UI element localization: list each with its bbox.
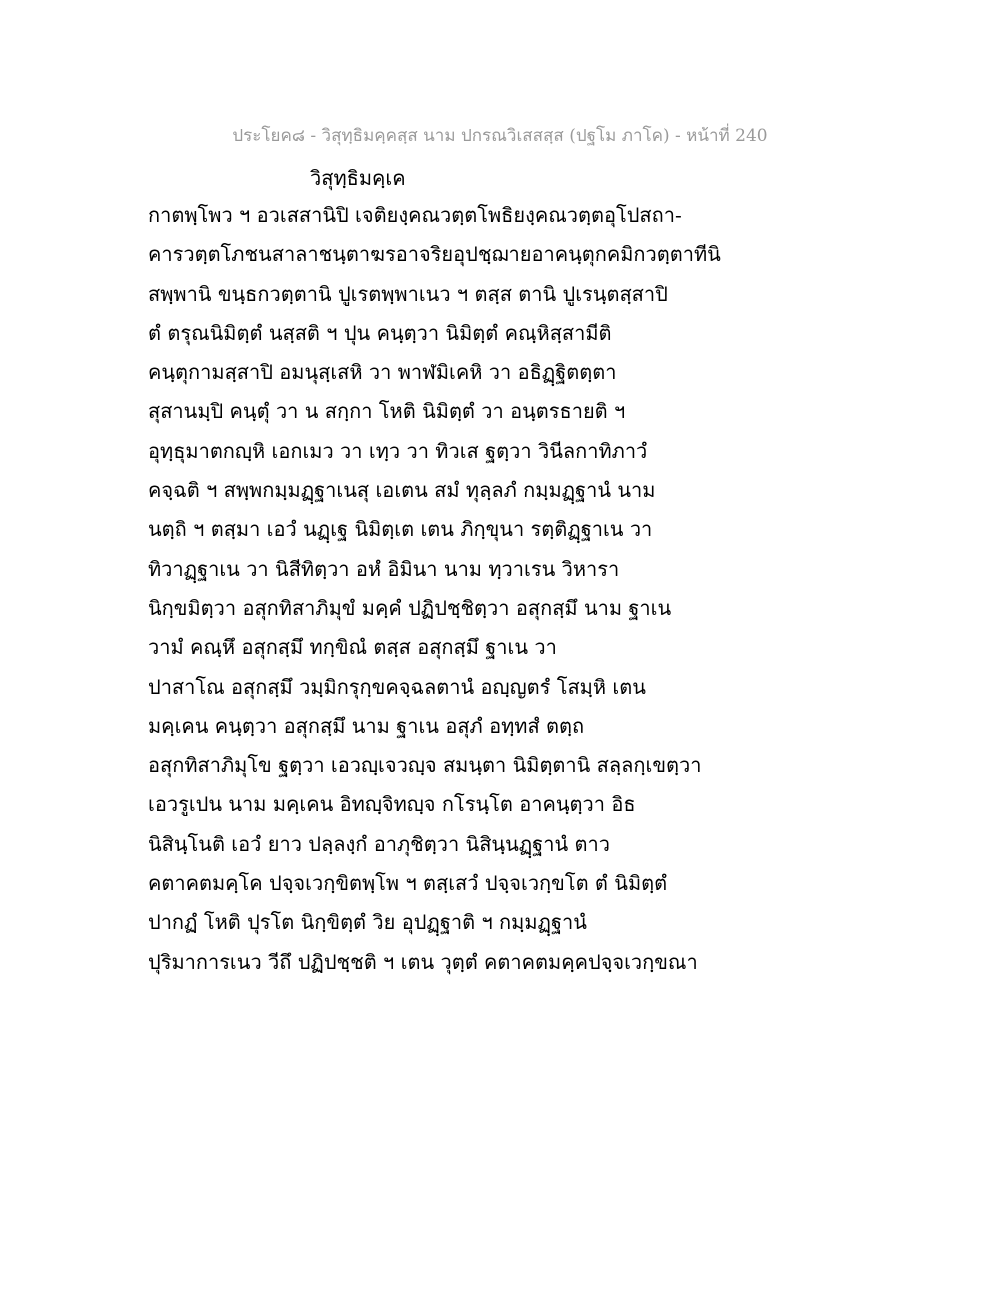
text-line: นิกฺขมิตฺวา อสุกทิสาภิมุขํ มคฺคํ ปฏิปชฺชิตฺวา อสุกสฺมึ นาม ฐาเน [148,595,672,620]
text-line: ปากฏํ โหติ ปุรโต นิกฺขิตฺตํ วิย อุปฏฺฐาติ ฯ กมฺมฏฺฐานํ [148,910,587,935]
text-line: ทิวาฏฺฐาเน วา นิสีทิตฺวา อหํ อิมินา นาม ทฺวาเรน วิหารา [148,556,620,581]
text-line: เอวรูเปน นาม มคฺเคน อิทญฺจิทญฺจ กโรนฺโต อาคนฺตฺวา อิธ [148,792,636,817]
running-header: ประโยค๘ - วิสุทฺธิมคฺคสฺส นาม ปกรณวิเสสสฺส (ปฐโม ภาโค) - หน้าที่ 240 [232,126,768,146]
text-line: มคฺเคน คนฺตฺวา อสุกสฺมึ นาม ฐาเน อสุภํ อทฺทสํ ตตฺถ [148,713,585,738]
text-line: สพฺพานิ ขนฺธกวตฺตานิ ปูเรตพฺพาเนว ฯ ตสฺส ตานิ ปูเรนฺตสฺสาปิ [148,281,668,306]
text-line: อุทฺธุมาตกญฺหิ เอกเมว วา เทฺว วา ทิวเส ฐตฺวา วินีลกาทิภาวํ [148,438,648,463]
section-title: วิสุทฺธิมคฺเค [310,166,406,190]
text-line: ปุริมาการเนว วีถึ ปฏิปชฺชติ ฯ เตน วุตฺตํ คตาคตมคฺคปจฺจเวกฺขณา [148,949,698,974]
text-line: สุสานมฺปิ คนฺตุํ วา น สกฺกา โหติ นิมิตฺตํ วา อนฺตรธายติ ฯ [148,399,626,424]
body-text [148,196,848,982]
text-line: คนฺตุกามสฺสาปิ อมนุสฺเสหิ วา พาฬมิเคหิ วา อธิฏฺฐิตตฺตา [148,360,617,385]
text-line: วามํ คณฺหึ อสุกสฺมึ ทกฺขิณํ ตสฺส อสุกสฺมึ ฐาเน วา [148,635,557,660]
text-line: นตฺถิ ฯ ตสฺมา เอวํ นฏฺเฐ นิมิตฺเต เตน ภิกฺขุนา รตฺติฏฺฐาเน วา [148,517,653,542]
text-line: คตาคตมคฺโค ปจฺจเวกฺขิตพฺโพ ฯ ตสฺเสวํ ปจฺจเวกฺขโต ตํ นิมิตฺตํ [148,871,668,896]
text-line: กาตพฺโพว ฯ อวเสสานิปิ เจติยงฺคณวตฺตโพธิยงฺคณวตฺตอุโปสถา- [148,203,682,227]
text-line: ปาสาโณ อสุกสฺมึ วมฺมิกรุกฺขคจฺฉลตานํ อญฺญตรํ โสมฺหิ เตน [148,674,646,699]
text-line: นิสินฺโนติ เอวํ ยาว ปลฺลงฺกํ อาภุชิตฺวา นิสินฺนฏฺฐานํ ตาว [148,831,610,856]
text-line: ตํ ตรุณนิมิตฺตํ นสฺสติ ฯ ปุน คนฺตฺวา นิมิตฺตํ คณฺหิสฺสามีติ [148,320,612,345]
text-line: อสุกทิสาภิมุโข ฐตฺวา เอวญฺเจวญฺจ สมนฺตา นิมิตฺตานิ สลฺลกฺเขตฺวา [148,753,702,778]
text-line: คารวตฺตโภชนสาลาชนฺตาฆรอาจริยอุปชฺฌายอาคนฺตุกคมิกวตฺตาทีนิ [148,242,721,267]
text-line: คจฺฉติ ฯ สพฺพกมฺมฏฺฐาเนสุ เอเตน สมํ ทุลฺลภํ กมฺมฏฺฐานํ นาม [148,478,656,503]
